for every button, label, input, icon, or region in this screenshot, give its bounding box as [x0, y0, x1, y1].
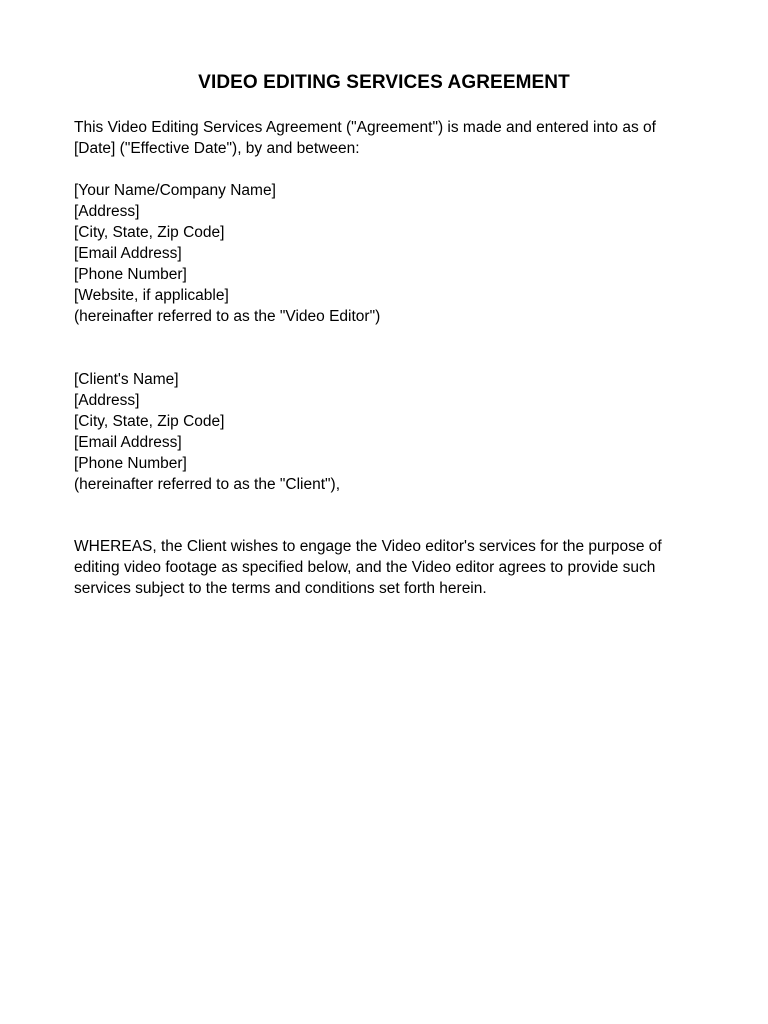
intro-line: [Date] ("Effective Date"), by and between: — [74, 140, 360, 157]
client-phone: [Phone Number] — [74, 455, 187, 472]
editor-referred-as: (hereinafter referred to as the "Video Editor") — [74, 308, 381, 325]
intro-line: This Video Editing Services Agreement ("Agreement") is made and entered into as of — [74, 119, 656, 136]
client-referred-as: (hereinafter referred to as the "Client"), — [74, 476, 341, 493]
client-address: [Address] — [74, 392, 140, 409]
document-title: VIDEO EDITING SERVICES AGREEMENT — [198, 72, 570, 93]
whereas-paragraph — [74, 536, 704, 599]
whereas-line: editing video footage as specified below, and the Video editor agrees to provide such — [74, 559, 656, 576]
editor-city-state-zip: [City, State, Zip Code] — [74, 224, 225, 241]
client-details — [74, 369, 704, 495]
editor-website: [Website, if applicable] — [74, 287, 229, 304]
editor-address: [Address] — [74, 203, 140, 220]
client-name: [Client's Name] — [74, 371, 179, 388]
editor-name: [Your Name/Company Name] — [74, 182, 276, 199]
whereas-line: WHEREAS, the Client wishes to engage the Video editor's services for the purpose of — [74, 538, 662, 555]
editor-phone: [Phone Number] — [74, 266, 187, 283]
intro-paragraph — [74, 117, 704, 159]
client-city-state-zip: [City, State, Zip Code] — [74, 413, 225, 430]
editor-email: [Email Address] — [74, 245, 182, 262]
whereas-line: services subject to the terms and conditions set forth herein. — [74, 580, 487, 597]
video-editor-details — [74, 180, 704, 327]
client-email: [Email Address] — [74, 434, 182, 451]
